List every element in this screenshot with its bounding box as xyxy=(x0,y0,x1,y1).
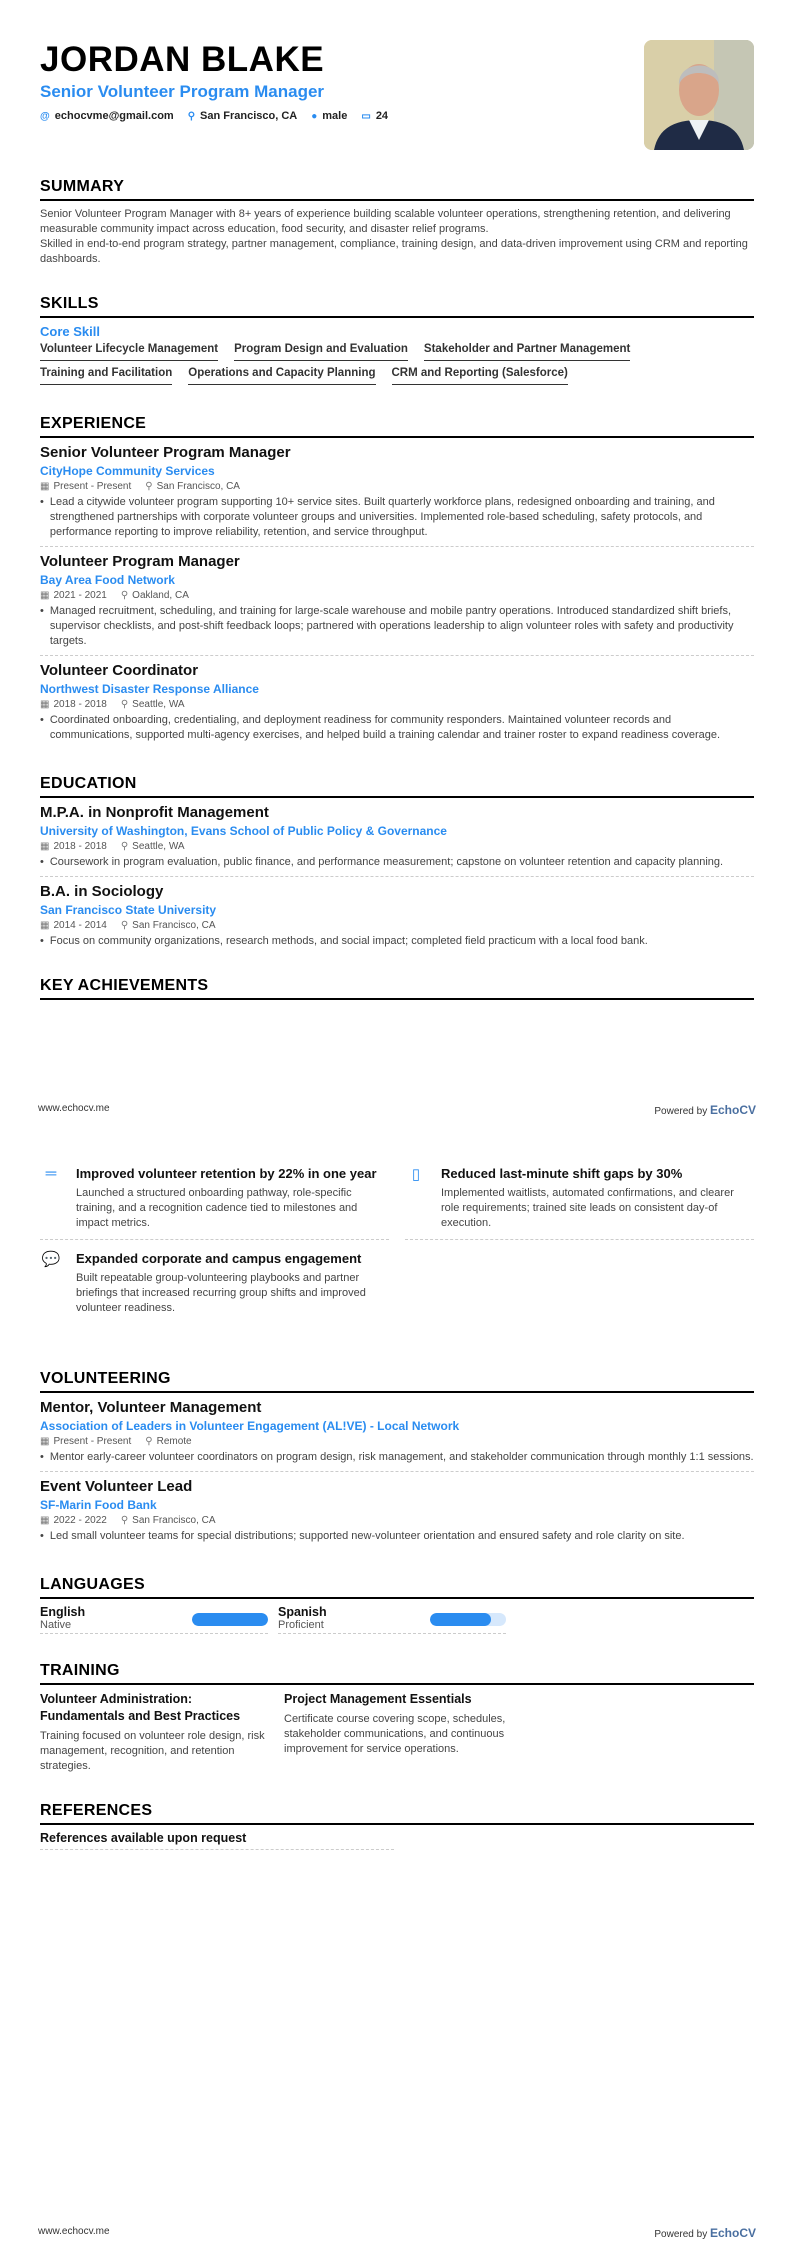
experience-entry xyxy=(40,444,754,547)
page-footer xyxy=(38,1103,756,1117)
proficiency-bar-fill xyxy=(430,1613,491,1626)
volunteering-entry xyxy=(40,1399,754,1472)
language-item xyxy=(40,1605,268,1634)
experience-entry xyxy=(40,553,754,656)
language-name: English xyxy=(40,1605,86,1619)
experience-entry xyxy=(40,662,754,749)
entry-description: Focus on community organizations, research methods, and social impact; completed field practicum with a local food bank. xyxy=(49,935,648,947)
entry-title: Volunteer Coordinator xyxy=(40,662,199,679)
bullet-icon: • xyxy=(40,935,44,947)
bullet-icon: • xyxy=(40,856,44,868)
training-desc: Certificate course covering scope, schedules, stakeholder communications, and continuous improvement for service operations. xyxy=(284,1713,506,1755)
entry-dates: Present - Present xyxy=(53,481,132,492)
languages-section xyxy=(40,1576,754,1634)
section-heading: KEY ACHIEVEMENTS xyxy=(40,977,754,1000)
entry-dates: 2014 - 2014 xyxy=(53,920,107,931)
training-section xyxy=(40,1662,754,1774)
section-heading: VOLUNTEERING xyxy=(40,1370,754,1393)
section-heading: EDUCATION xyxy=(40,775,754,798)
entry-location: San Francisco, CA xyxy=(132,920,216,931)
summary-paragraph: Skilled in end-to-end program strategy, partner management, compliance, training design, and data-driven improvement using CRM and reporting dashboards. xyxy=(40,238,748,265)
footer-powered-label: Powered by xyxy=(654,1106,708,1117)
calendar-icon: ▦ xyxy=(40,699,50,710)
bullet-icon: • xyxy=(40,1530,44,1542)
email[interactable]: echocvme@gmail.com xyxy=(54,110,174,122)
user-icon: ● xyxy=(311,110,318,122)
entry-title: B.A. in Sociology xyxy=(40,883,164,900)
section-heading: EXPERIENCE xyxy=(40,415,754,438)
entry-dates: 2018 - 2018 xyxy=(53,699,107,710)
language-level: Native xyxy=(40,1619,72,1631)
entry-dates: 2021 - 2021 xyxy=(53,590,107,601)
achievements-grid xyxy=(40,1161,754,1330)
location-pin-icon: ⚲ xyxy=(120,841,129,852)
entry-organization: University of Washington, Evans School of Public Policy & Governance xyxy=(40,824,447,838)
candidate-name: JORDAN BLAKE xyxy=(40,40,325,79)
footer-brand[interactable]: EchoCV xyxy=(709,2226,756,2240)
entry-organization: Association of Leaders in Volunteer Engagement (AL!VE) - Local Network xyxy=(40,1419,460,1433)
section-heading: SUMMARY xyxy=(40,178,754,201)
calendar-icon: ▦ xyxy=(40,1436,50,1447)
training-item xyxy=(284,1691,512,1774)
achievement-title: Reduced last-minute shift gaps by 30% xyxy=(441,1166,683,1181)
education-entry xyxy=(40,804,754,877)
entry-description: Lead a citywide volunteer program supporting 10+ service sites. Built quarterly workforce plans, redesigned onboarding and training, and strengthened partnerships with corporate volunteer groups and universities. Implemented role-based scheduling, safety protocols, and performance reporting to improve reliability, retention, and service throughput. xyxy=(49,496,715,538)
gender: male xyxy=(322,110,348,122)
education-section xyxy=(40,775,754,955)
training-title: Project Management Essentials xyxy=(284,1692,472,1706)
achievement-title: Improved volunteer retention by 22% in one year xyxy=(76,1166,377,1181)
entry-dates: Present - Present xyxy=(53,1436,132,1447)
skill-item: Program Design and Evaluation xyxy=(234,343,408,361)
experience-section xyxy=(40,415,754,749)
language-item xyxy=(278,1605,506,1634)
footer-site-link[interactable]: www.echocv.me xyxy=(38,1103,110,1114)
entry-description: Coordinated onboarding, credentialing, and deployment readiness for community responders. Maintained volunteer records and communications, supported multi-agency exercises, and helped build a training calendar and trainer roster to expand readiness coverage. xyxy=(49,714,721,741)
skill-group-label: Core Skill xyxy=(40,324,100,339)
entry-location: San Francisco, CA xyxy=(156,481,240,492)
at-icon: @ xyxy=(40,110,50,122)
skill-item: Operations and Capacity Planning xyxy=(188,367,375,385)
section-heading: REFERENCES xyxy=(40,1802,754,1825)
entry-location: Seattle, WA xyxy=(132,841,185,852)
proficiency-bar-fill xyxy=(192,1613,268,1626)
entry-description: Led small volunteer teams for special distributions; supported new-volunteer orientation and ensured safety and role clarity on site. xyxy=(49,1530,685,1542)
entry-title: Senior Volunteer Program Manager xyxy=(40,444,291,461)
bullet-icon: • xyxy=(40,714,44,726)
references-text: References available upon request xyxy=(40,1831,394,1850)
skills-section xyxy=(40,295,754,385)
section-heading: TRAINING xyxy=(40,1662,754,1685)
achievement-item xyxy=(405,1161,754,1240)
entry-title: Event Volunteer Lead xyxy=(40,1478,193,1495)
achievement-title: Expanded corporate and campus engagement xyxy=(76,1251,362,1266)
entry-title: Mentor, Volunteer Management xyxy=(40,1399,262,1416)
training-title: Volunteer Administration: Fundamentals and Best Practices xyxy=(40,1692,241,1723)
entry-dates: 2018 - 2018 xyxy=(53,841,107,852)
entry-organization: CityHope Community Services xyxy=(40,464,215,478)
location: San Francisco, CA xyxy=(200,110,298,122)
section-heading: LANGUAGES xyxy=(40,1576,754,1599)
calendar-icon: ▦ xyxy=(40,481,50,492)
location-pin-icon: ⚲ xyxy=(145,1436,153,1447)
entry-organization: SF-Marin Food Bank xyxy=(40,1498,157,1512)
calendar-icon: ▦ xyxy=(40,920,50,931)
entry-dates: 2022 - 2022 xyxy=(53,1515,107,1526)
location-pin-icon: ⚲ xyxy=(120,699,129,710)
footer-brand[interactable]: EchoCV xyxy=(709,1103,756,1117)
entry-description: Managed recruitment, scheduling, and training for large-scale warehouse and mobile pantry operations. Introduced standardized shift briefs, supervisor checklists, and post-shift feedback loops; partnered with operations leadership to align volunteer roles with safety and productivity targets. xyxy=(49,605,734,647)
proficiency-bar xyxy=(430,1613,506,1626)
skill-item: Volunteer Lifecycle Management xyxy=(40,343,218,361)
entry-organization: Northwest Disaster Response Alliance xyxy=(40,682,259,696)
page-2 xyxy=(0,1123,794,2246)
entry-description: Coursework in program evaluation, public finance, and performance measurement; capstone on volunteer retention and capacity planning. xyxy=(49,856,724,868)
training-desc: Training focused on volunteer role design, risk management, recognition, and retention strategies. xyxy=(40,1730,265,1772)
calendar-icon: ▦ xyxy=(40,841,50,852)
mobile-icon: ▯ xyxy=(411,1166,421,1183)
age: 24 xyxy=(375,110,389,122)
entry-location: San Francisco, CA xyxy=(132,1515,216,1526)
calendar-icon: ▦ xyxy=(40,590,50,601)
proficiency-bar xyxy=(192,1613,268,1626)
bullet-icon: • xyxy=(40,496,44,508)
footer-powered-label: Powered by xyxy=(654,2229,708,2240)
calendar-icon: ▦ xyxy=(40,1515,50,1526)
entry-organization: Bay Area Food Network xyxy=(40,573,175,587)
entry-description: Mentor early-career volunteer coordinators on program design, risk management, and stakeholder communication through monthly 1:1 sessions. xyxy=(49,1451,754,1463)
location-pin-icon: ⚲ xyxy=(145,481,153,492)
page-footer xyxy=(38,2226,756,2240)
references-section xyxy=(40,1802,754,1850)
achievement-item xyxy=(40,1246,389,1324)
skill-item: Training and Facilitation xyxy=(40,367,172,385)
volunteering-entry xyxy=(40,1478,754,1550)
job-title: Senior Volunteer Program Manager xyxy=(40,82,325,101)
language-level: Proficient xyxy=(278,1619,324,1631)
skill-item: CRM and Reporting (Salesforce) xyxy=(392,367,568,385)
entry-title: M.P.A. in Nonprofit Management xyxy=(40,804,269,821)
calendar-icon: ▭ xyxy=(361,110,371,122)
achievement-item xyxy=(40,1161,389,1240)
location-pin-icon: ⚲ xyxy=(120,1515,129,1526)
chat-icon: 💬 xyxy=(41,1251,61,1268)
skill-item: Stakeholder and Partner Management xyxy=(424,343,630,361)
location-pin-icon: ⚲ xyxy=(120,590,129,601)
achievement-desc: Built repeatable group-volunteering playbooks and partner briefings that increased recurring group shifts and improved volunteer readiness. xyxy=(76,1272,366,1314)
bullet-icon: • xyxy=(40,1451,44,1463)
bars-icon: ═ xyxy=(45,1165,57,1182)
bullet-icon: • xyxy=(40,605,44,617)
achievements-heading-block xyxy=(40,977,754,1000)
footer-site-link[interactable]: www.echocv.me xyxy=(38,2226,110,2237)
training-item xyxy=(40,1691,268,1774)
entry-organization: San Francisco State University xyxy=(40,903,217,917)
entry-location: Seattle, WA xyxy=(132,699,185,710)
section-heading: SKILLS xyxy=(40,295,754,318)
contact-info xyxy=(40,110,754,122)
location-pin-icon: ⚲ xyxy=(120,920,129,931)
entry-location: Remote xyxy=(156,1436,192,1447)
summary-section xyxy=(40,178,754,267)
achievement-desc: Launched a structured onboarding pathway, role-specific training, and a recognition cadence tied to milestones and impact metrics. xyxy=(76,1187,358,1229)
summary-paragraph: Senior Volunteer Program Manager with 8+ years of experience building scalable volunteer operations, strengthening retention, and delivering measurable community impact across education, food security, and disaster relief programs. xyxy=(40,208,731,235)
education-entry xyxy=(40,883,754,955)
language-name: Spanish xyxy=(278,1605,327,1619)
achievement-desc: Implemented waitlists, automated confirmations, and clearer role requirements; trained site leads on consistent day-of execution. xyxy=(441,1187,734,1229)
volunteering-section xyxy=(40,1370,754,1550)
entry-location: Oakland, CA xyxy=(132,590,189,601)
location-pin-icon: ⚲ xyxy=(187,110,196,122)
entry-title: Volunteer Program Manager xyxy=(40,553,240,570)
